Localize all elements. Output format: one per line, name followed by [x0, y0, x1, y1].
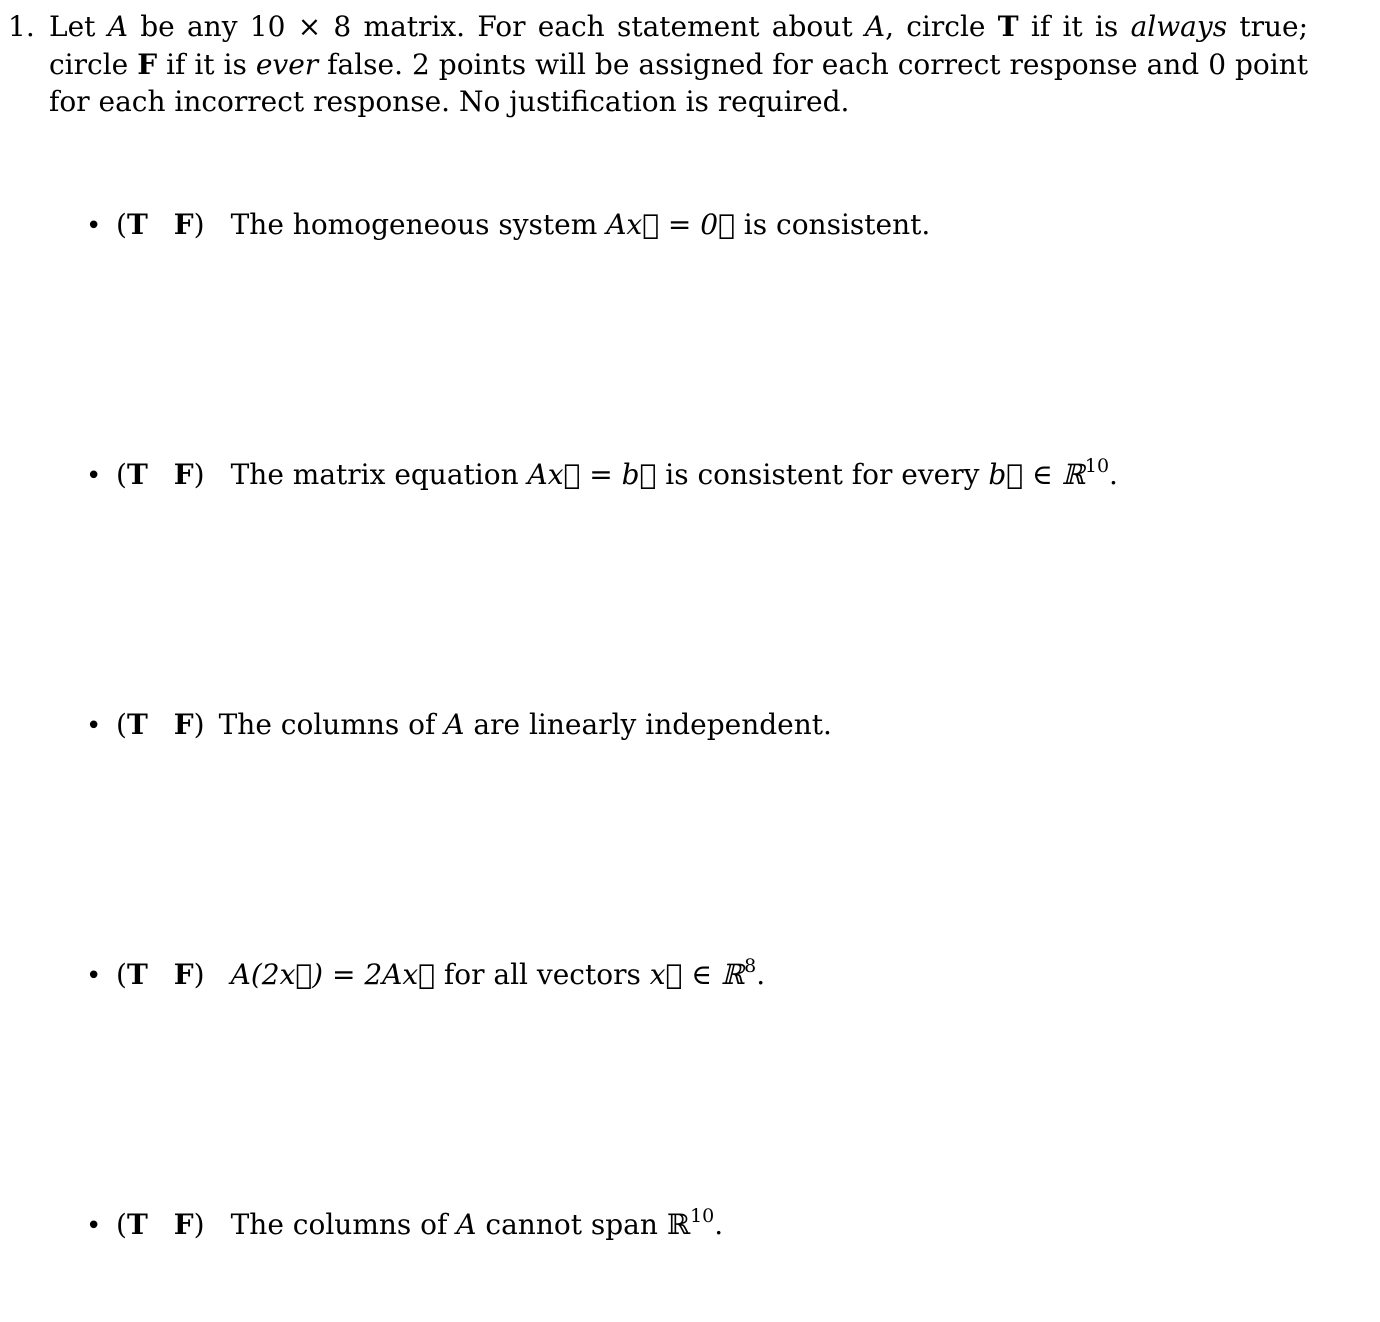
matrix-variable: A: [444, 708, 465, 741]
bullet-icon: •: [86, 961, 102, 991]
statement-text: The columns of A are linearly independent.: [218, 708, 832, 741]
math-expression: A(2x⃗) = 2Ax⃗: [230, 958, 435, 991]
exponent: 8: [744, 954, 757, 977]
statement-item-5: [86, 1204, 724, 1243]
tf-choice: (T F): [116, 1208, 205, 1241]
choice-true[interactable]: T: [126, 458, 148, 491]
choice-true[interactable]: T: [126, 708, 148, 741]
bullet-icon: •: [86, 1211, 102, 1241]
false-letter: F: [137, 47, 158, 81]
choice-false[interactable]: F: [173, 1208, 194, 1241]
bullet-icon: •: [86, 211, 102, 241]
statement-text: The columns of A cannot span ℝ$^{10}$.: [230, 1204, 724, 1241]
choice-false[interactable]: F: [173, 708, 194, 741]
question-1: [8, 8, 1308, 121]
choice-true[interactable]: T: [126, 958, 148, 991]
math-expression: Ax⃗ = b⃗: [527, 458, 657, 491]
tf-choice: (T F): [116, 708, 205, 741]
math-expression-2: x⃗ ∈ ℝ: [649, 958, 745, 991]
choice-true[interactable]: T: [126, 208, 148, 241]
bullet-icon: •: [86, 711, 102, 741]
exponent: 10: [690, 1204, 715, 1227]
statement-item-4: [86, 954, 766, 993]
math-expression-2: ℝ: [666, 1208, 691, 1241]
choice-true[interactable]: T: [126, 1208, 148, 1241]
statement-text: A(2x⃗) = 2Ax⃗ for all vectors x⃗ ∈ ℝ$^8$.: [230, 954, 766, 991]
statement-item-2: [86, 454, 1118, 493]
always-emphasis: always: [1130, 10, 1228, 43]
math-expression: Ax⃗ = 0⃗: [606, 208, 735, 241]
statement-text: The matrix equation Ax⃗ = b⃗ is consistent for every b⃗ ∈ ℝ$^{10}$.: [230, 454, 1118, 491]
tf-choice: (T F): [116, 208, 205, 241]
choice-false[interactable]: F: [173, 458, 194, 491]
tf-choice: (T F): [116, 458, 205, 491]
bullet-icon: •: [86, 461, 102, 491]
question-instructions: Let A be any 10 × 8 matrix. For each statement about A, circle T if it is always true; circle F if it is ever false. 2 points will be assigned for each correct response and 0 point for each incorrect response. No justification is required.: [49, 10, 1309, 118]
statement-item-1: [86, 208, 930, 243]
statement-item-3: [86, 708, 832, 743]
choice-false[interactable]: F: [173, 958, 194, 991]
choice-false[interactable]: F: [173, 208, 194, 241]
statement-text: The homogeneous system Ax⃗ = 0⃗ is consistent.: [230, 208, 931, 241]
true-letter: T: [997, 10, 1019, 43]
question-number: 1.: [8, 10, 35, 43]
exponent: 10: [1084, 454, 1110, 477]
matrix-variable: A: [456, 1208, 477, 1241]
tf-choice: (T F): [116, 958, 205, 991]
ever-emphasis: ever: [255, 47, 319, 81]
math-expression-2: b⃗ ∈ ℝ: [988, 458, 1085, 491]
